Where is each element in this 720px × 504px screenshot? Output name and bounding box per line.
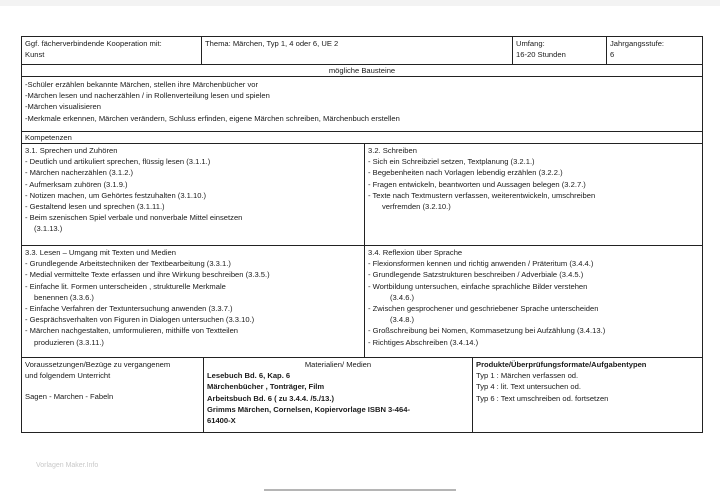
list-item: - Richtiges Abschreiben (3.4.14.) bbox=[368, 337, 479, 347]
list-item: -Schüler erzählen bekannte Märchen, stellen ihre Märchenbücher vor bbox=[25, 80, 258, 89]
list-item: (3.4.6.) bbox=[390, 292, 415, 302]
list-item: - Wortbildung untersuchen, einfache sprachliche Bilder verstehen bbox=[368, 281, 588, 291]
watermark: Vorlagen Maker.Info bbox=[36, 462, 99, 469]
kompetenzen-title: Kompetenzen bbox=[25, 133, 72, 142]
list-item: - Fragen entwickeln, beantworten und Aussagen belegen (3.2.7.) bbox=[368, 179, 586, 189]
materialien-cell bbox=[204, 358, 473, 433]
cooperation-cell bbox=[22, 37, 202, 65]
list-item: - Märchen nacherzählen (3.1.2.) bbox=[25, 168, 134, 178]
materialien-title: Materialien/ Medien bbox=[304, 360, 372, 369]
list-item: - Einfache Verfahren der Textuntersuchung anwenden (3.3.7.) bbox=[25, 304, 233, 314]
sprechen-title: 3.1. Sprechen und Zuhören bbox=[25, 146, 118, 155]
list-item: -Märchen lesen und nacherzählen / in Rollenverteilung lesen und spielen bbox=[25, 91, 270, 101]
scope-label: Umfang: bbox=[516, 39, 545, 48]
list-item: Lesebuch Bd. 6, Kap. 6 bbox=[207, 371, 291, 381]
list-item: verfremden (3.2.10.) bbox=[382, 202, 451, 212]
list-item: Arbeitsbuch Bd. 6 ( zu 3.4.4. /5./13.) bbox=[207, 393, 335, 403]
list-item: Typ 1 : Märchen verfassen od. bbox=[476, 371, 579, 381]
list-item: -Merkmale erkennen, Märchen verändern, Schluss erfinden, eigene Märchen schreiben, Märchenbuch erstellen bbox=[25, 113, 400, 123]
list-item: Märchenbücher , Tonträger, Film bbox=[207, 382, 325, 392]
kompetenzen-title-cell bbox=[22, 132, 703, 144]
schreiben-section bbox=[365, 144, 703, 246]
bausteine-list bbox=[22, 77, 703, 132]
bausteine-title: mögliche Bausteine bbox=[328, 66, 396, 75]
list-item: - Medial vermittelte Texte erfassen und ihre Wirkung beschreiben (3.3.5.) bbox=[25, 270, 270, 280]
list-item: - Texte nach Textmustern verfassen, weiterentwickeln, umschreiben bbox=[368, 190, 596, 200]
list-item: - Deutlich und artikuliert sprechen, flüssig lesen (3.1.1.) bbox=[25, 157, 211, 167]
list-item: Grimms Märchen, Cornelsen, Kopiervorlage ISBN 3-464- bbox=[207, 404, 410, 414]
bausteine-title-cell bbox=[22, 65, 703, 77]
lesen-section bbox=[22, 246, 365, 358]
reflexion-title: 3.4. Reflexion über Sprache bbox=[368, 248, 463, 257]
voraussetzungen-value: Sagen - Marchen - Fabeln bbox=[25, 392, 114, 402]
schreiben-title: 3.2. Schreiben bbox=[368, 146, 417, 155]
sprechen-section bbox=[22, 144, 365, 246]
list-item: -Märchen visualisieren bbox=[25, 102, 101, 112]
voraussetzungen-title-2: und folgendem Unterricht bbox=[25, 371, 111, 381]
produkte-title: Produkte/Überprüfungsformate/Aufgabentypen bbox=[476, 360, 647, 369]
scope-value: 16-20 Stunden bbox=[516, 50, 566, 60]
voraussetzungen-cell bbox=[22, 358, 204, 433]
theme-cell bbox=[202, 37, 513, 65]
bottom-bar bbox=[264, 489, 456, 491]
list-item: - Gestaltend lesen und sprechen (3.1.11.) bbox=[25, 202, 165, 212]
list-item: - Beim szenischen Spiel verbale und nonverbale Mittel einsetzen bbox=[25, 213, 243, 223]
voraussetzungen-title: Voraussetzungen/Bezüge zu vergangenem bbox=[25, 360, 171, 369]
list-item: - Einfache lit. Formen unterscheiden , strukturelle Merkmale bbox=[25, 281, 226, 291]
header-row bbox=[22, 37, 703, 65]
cooperation-label: Ggf. fächerverbindende Kooperation mit: bbox=[25, 39, 162, 48]
list-item: - Aufmerksam zuhören (3.1.9.) bbox=[25, 179, 128, 189]
list-item: - Notizen machen, um Gehörtes festzuhalten (3.1.10.) bbox=[25, 190, 207, 200]
curriculum-table bbox=[21, 36, 703, 433]
list-item: - Gesprächsverhalten von Figuren in Dialogen untersuchen (3.3.10.) bbox=[25, 315, 255, 325]
lesen-title: 3.3. Lesen – Umgang mit Texten und Medien bbox=[25, 248, 176, 257]
list-item: Typ 4 : lit. Text untersuchen od. bbox=[476, 382, 581, 392]
list-item: - Begebenheiten nach Vorlagen lebendig erzählen (3.2.2.) bbox=[368, 168, 563, 178]
theme-title: Thema: Märchen, Typ 1, 4 oder 6, UE 2 bbox=[205, 39, 339, 48]
list-item: benennen (3.3.6.) bbox=[34, 292, 94, 302]
scope-cell bbox=[513, 37, 607, 65]
list-item: (3.1.13.) bbox=[34, 224, 63, 234]
list-item: produzieren (3.3.11.) bbox=[34, 337, 104, 347]
list-item: - Märchen nachgestalten, umformulieren, mithilfe von Textteilen bbox=[25, 326, 239, 336]
list-item: - Grundlegende Arbeitstechniken der Textbearbeitung (3.3.1.) bbox=[25, 259, 231, 269]
list-item: - Sich ein Schreibziel setzen, Textplanung (3.2.1.) bbox=[368, 157, 535, 167]
grade-label: Jahrgangsstufe: bbox=[610, 39, 665, 48]
cooperation-value: Kunst bbox=[25, 50, 45, 60]
list-item: - Großschreibung bei Nomen, Kommasetzung bei Aufzählung (3.4.13.) bbox=[368, 326, 606, 336]
list-item: - Grundlegende Satzstrukturen beschreiben / Adverbiale (3.4.5.) bbox=[368, 270, 584, 280]
grade-cell bbox=[607, 37, 703, 65]
list-item: Typ 6 : Text umschreiben od. fortsetzen bbox=[476, 393, 609, 403]
list-item: (3.4.8.) bbox=[390, 315, 415, 325]
top-strip bbox=[0, 0, 720, 6]
list-item: - Zwischen gesprochener und geschriebener Sprache unterscheiden bbox=[368, 304, 599, 314]
list-item: - Flexionsformen kennen und richtig anwenden / Präteritum (3.4.4.) bbox=[368, 259, 594, 269]
list-item: 61400-X bbox=[207, 416, 236, 426]
produkte-cell bbox=[473, 358, 703, 433]
grade-value: 6 bbox=[610, 50, 615, 60]
reflexion-section bbox=[365, 246, 703, 358]
